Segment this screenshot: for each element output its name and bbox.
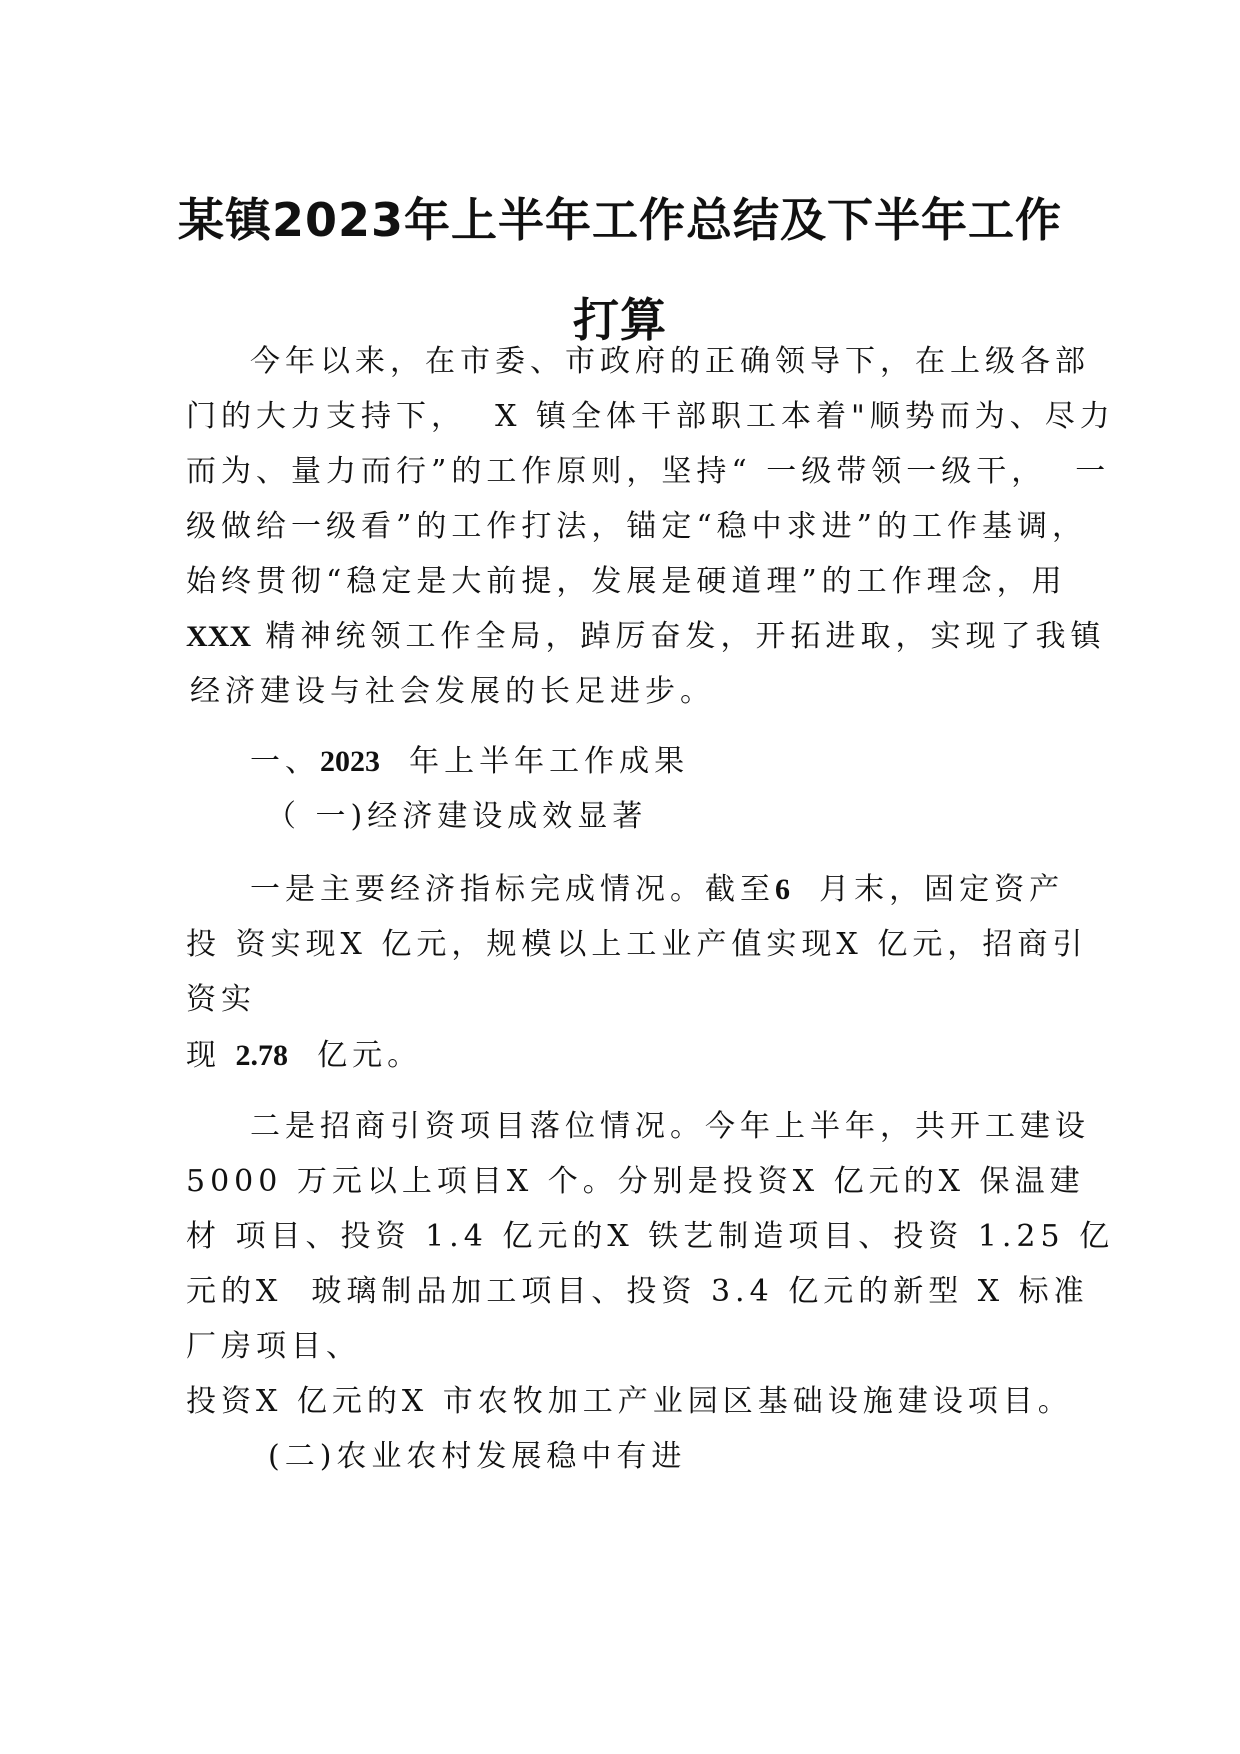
subheading-economic: （ 一)经济建设成效显著 [266, 799, 648, 834]
para1-line-4-rest: 亿元。 [288, 1038, 423, 1073]
intro-line-1: 今年以来，在市委、市政府的正确领导下，在上级各部 [250, 344, 1090, 379]
intro-line-3: 而为、量力而行”的工作原则，坚持“ 一级带领一级干， 一 [186, 454, 1111, 489]
para1-line-4 [186, 1036, 422, 1076]
para1-amount: 2.78 [235, 1039, 289, 1072]
para2-line-2: 5000 万元以上项目X 个。分别是投资X 亿元的X 保温建 [186, 1164, 1085, 1199]
para1-line-2: 投 资实现X 亿元，规模以上工业产值实现X 亿元，招商引 [186, 927, 1088, 962]
para2-line-6: 投资X 亿元的X 市农牧加工产业园区基础设施建设项目。 [186, 1384, 1073, 1419]
intro-line-7: 经济建设与社会发展的长足进步。 [190, 674, 715, 709]
intro-line-5: 始终贯彻“稳定是大前提，发展是硬道理”的工作理念，用 [186, 564, 1067, 599]
para1-line-1 [250, 870, 1064, 910]
intro-line-6-text: 精神统领工作全局，踔厉奋发，开拓进取，实现了我镇 [251, 619, 1106, 654]
para1-line-1-rest: 月末，固定资产 [790, 872, 1065, 907]
para2-line-3: 材 项目、投资 1.4 亿元的X 铁艺制造项目、投资 1.25 亿 [186, 1219, 1115, 1254]
section-heading-year: 2023 [320, 745, 380, 778]
document-title-line-1: 某镇2023年上半年工作总结及下半年工作 [177, 193, 1063, 247]
para2-line-1: 二是招商引资项目落位情况。今年上半年，共开工建设 [250, 1109, 1090, 1144]
para2-line-4: 元的X 玻璃制品加工项目、投资 3.4 亿元的新型 X 标准 [186, 1274, 1089, 1309]
intro-bold-xxx: XXX [186, 620, 251, 653]
para2-line-5: 厂房项目、 [186, 1329, 361, 1364]
intro-line-6 [186, 617, 1106, 657]
section-heading-1 [250, 742, 689, 782]
section-heading-text: 年上半年工作成果 [380, 744, 690, 779]
intro-line-4: 级做给一级看”的工作打法，锚定“稳中求进”的工作基调， [186, 509, 1088, 544]
para1-month-number: 6 [775, 873, 790, 906]
intro-line-2: 门的大力支持下， X 镇全体干部职工本着"顺势而为、尽力 [186, 399, 1115, 434]
section-heading-prefix: 一、 [250, 744, 320, 779]
para1-line-1-text: 一是主要经济指标完成情况。截至 [250, 872, 775, 907]
document-title-line-2: 打算 [573, 293, 667, 347]
subheading-agriculture: (二)农业农村发展稳中有进 [268, 1439, 687, 1474]
para1-line-3: 资实 [186, 982, 256, 1017]
para1-line-4-text: 现 [186, 1038, 236, 1073]
